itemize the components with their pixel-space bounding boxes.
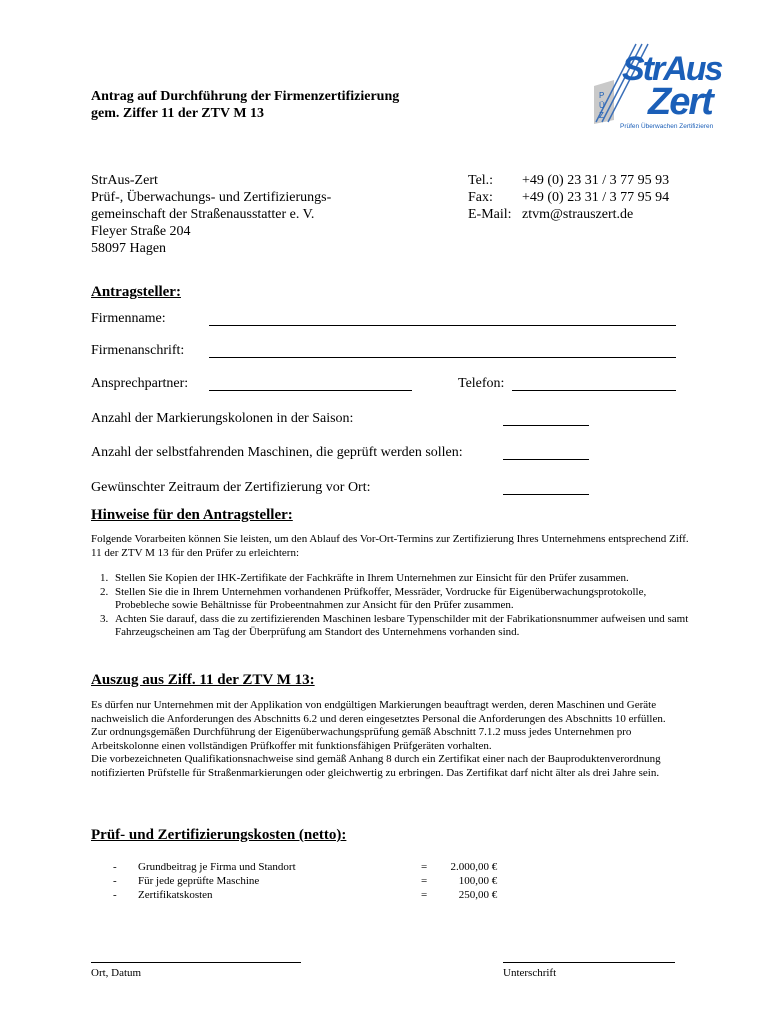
company-address-field[interactable] (209, 357, 676, 358)
cost-label: Zertifikatskosten (138, 889, 213, 901)
strauszert-logo (592, 40, 742, 132)
place-date-field[interactable] (91, 962, 301, 963)
tel-value: +49 (0) 23 31 / 3 77 95 93 (522, 173, 670, 188)
logo-bottom-text: Zert (648, 81, 712, 123)
contact-person-field[interactable] (209, 390, 412, 391)
marking-columns-field[interactable] (503, 425, 589, 426)
hints-item: 2. Stellen Sie die in Ihrem Unternehmen vorhandenen Prüfkoffer, Messräder, Vordrucke für Eigenüberwachungsprotokolle, Probebleche sowie Behältnisse für Probeentnahmen zur Ansicht für den Prüfer zusammen. (111, 586, 701, 613)
address-line: Fleyer Straße 204 (91, 224, 191, 239)
cost-equals: = (421, 875, 428, 887)
phone-label: Telefon: (458, 376, 505, 391)
cost-dash: - (113, 875, 117, 887)
place-date-label: Ort, Datum (91, 967, 142, 979)
cost-row (113, 860, 497, 874)
period-label: Gewünschter Zeitraum der Zertifizierung vor Ort: (91, 480, 371, 495)
contact-fax (468, 189, 669, 206)
title-line-1: Antrag auf Durchführung der Firmenzertifizierung (91, 89, 400, 104)
signature-field[interactable] (503, 962, 675, 963)
cost-row (113, 888, 497, 902)
cost-amount: 100,00 € (458, 875, 498, 887)
logo-top-text: StrAus (622, 50, 722, 88)
marking-columns-label: Anzahl der Markierungskolonen in der Saison: (91, 411, 354, 426)
address-line: StrAus-Zert (91, 173, 158, 188)
logo-graphic (592, 40, 742, 132)
excerpt-body (91, 699, 699, 781)
logo-letter-z: Z (599, 111, 604, 120)
contact-tel (468, 172, 669, 189)
excerpt-paragraph: Es dürfen nur Unternehmen mit der Applikation von endgültigen Markierungen beauftragt werden, deren Maschinen und Geräte nachweislich die Anforderungen des Abschnitts 6.2 und deren eingesetztes Personal die Anforderungen des Abschnitts 10 erfüllen. (91, 699, 666, 725)
machines-field[interactable] (503, 459, 589, 460)
cost-amount: 2.000,00 € (450, 861, 498, 873)
fax-value: +49 (0) 23 31 / 3 77 95 94 (522, 190, 670, 205)
excerpt-paragraph: Die vorbezeichneten Qualifikationsnachweise sind gemäß Anhang 8 durch ein Zertifikat einer nach der Bauproduktenverordnung notifizierten Prüfstelle für Straßenmarkierungen oder gleichwertig zu erbringen. Das Zertifikat darf nicht älter als drei Jahre sein. (91, 753, 661, 779)
logo-tagline: Prüfen Überwachen Zertifizieren (620, 123, 714, 130)
document-title (91, 88, 399, 122)
address-line: gemeinschaft der Straßenausstatter e. V. (91, 207, 315, 222)
excerpt-heading: Auszug aus Ziff. 11 der ZTV M 13: (91, 672, 315, 688)
tel-label: Tel.: (468, 173, 494, 188)
cost-dash: - (113, 889, 117, 901)
hints-item: 1. Stellen Sie Kopien der IHK-Zertifikate der Fachkräfte in Ihrem Unternehmen zur Einsicht für den Prüfer zusammen. (111, 572, 701, 586)
excerpt-paragraph: Zur ordnungsgemäßen Durchführung der Eigenüberwachungsprüfung gemäß Abschnitt 7.1.2 muss jedes Unternehmen pro Arbeitskolonne einen vollständigen Prüfkoffer mit funktionsfähigen Prüfgeräten vorhalten. (91, 726, 632, 752)
costs-list (113, 860, 497, 902)
mail-label: E-Mail: (468, 207, 512, 222)
applicant-heading: Antragsteller: (91, 284, 181, 300)
cost-label: Grundbeitrag je Firma und Standort (138, 861, 296, 873)
issuer-contact (468, 172, 669, 223)
hints-list (91, 572, 701, 640)
logo-letter-p: P (599, 91, 605, 100)
phone-field[interactable] (512, 390, 676, 391)
mail-value[interactable]: ztvm@strauszert.de (522, 207, 634, 222)
cost-equals: = (421, 889, 428, 901)
cost-amount: 250,00 € (458, 889, 498, 901)
address-line: 58097 Hagen (91, 241, 167, 256)
hints-heading: Hinweise für den Antragsteller: (91, 507, 293, 523)
company-address-label: Firmenanschrift: (91, 343, 185, 358)
contact-person-label: Ansprechpartner: (91, 376, 189, 391)
company-name-field[interactable] (209, 325, 676, 326)
logo-letter-u: Ü (599, 101, 605, 110)
fax-label: Fax: (468, 190, 493, 205)
cost-equals: = (421, 861, 428, 873)
period-field[interactable] (503, 494, 589, 495)
issuer-address (91, 172, 331, 257)
cost-row (113, 874, 497, 888)
title-line-2: gem. Ziffer 11 der ZTV M 13 (91, 106, 265, 121)
cost-dash: - (113, 861, 117, 873)
hints-intro: Folgende Vorarbeiten können Sie leisten, um den Ablauf des Vor-Ort-Termins zur Zertifizierung Ihres Unternehmens entsprechend Ziff. 11 der ZTV M 13 für den Prüfer zu erleichtern: (91, 533, 689, 559)
company-name-label: Firmenname: (91, 311, 166, 326)
contact-mail (468, 206, 669, 223)
hints-item: 3. Achten Sie darauf, dass die zu zertifizierenden Maschinen lesbare Typenschilder mit der Fabrikationsnummer aufweisen und samt Fahrzeugscheinen am Tag der Überprüfung am Standort des Unternehmens vorhanden sind. (111, 613, 701, 640)
machines-label: Anzahl der selbstfahrenden Maschinen, die geprüft werden sollen: (91, 445, 463, 460)
costs-heading: Prüf- und Zertifizierungskosten (netto): (91, 827, 347, 843)
signature-label: Unterschrift (503, 967, 557, 979)
address-line: Prüf-, Überwachungs- und Zertifizierungs- (91, 190, 332, 205)
cost-label: Für jede geprüfte Maschine (138, 875, 260, 887)
